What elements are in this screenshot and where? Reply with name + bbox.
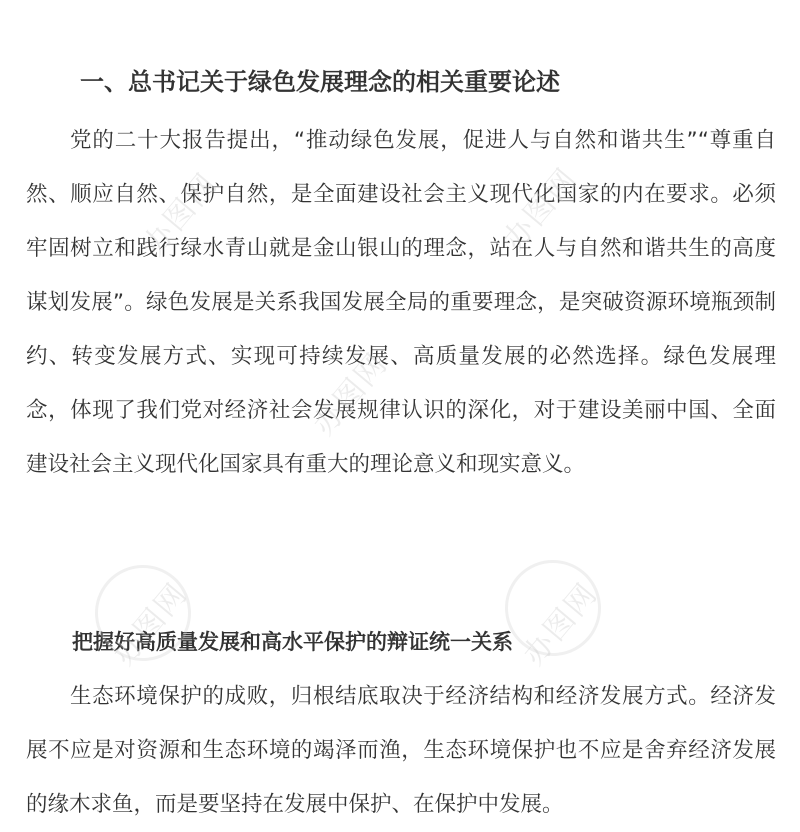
section-paragraph-2: 生态环境保护的成败，归根结底取决于经济结构和经济发展方式。经济发展不应是对资源和生态环境的竭泽而渔，生态环境保护也不应是舍弃经济发展的缘木求鱼，而是要坚持在发展中保护、在保护中发展。 xyxy=(26,684,776,817)
watermark: 办图网 xyxy=(106,576,195,673)
watermark: 办图网 xyxy=(136,166,225,263)
watermark: 办图网 xyxy=(516,576,605,673)
watermark: 办图网 xyxy=(496,161,585,258)
section-paragraph-1: 党的二十大报告提出，“推动绿色发展，促进人与自然和谐共生”“尊重自然、顺应自然、保护自然，是全面建设社会主义现代化国家的内在要求。必须牢固树立和践行绿水青山就是金山银山的理念，站在人与自然和谐共生的高度谋划发展”。绿色发展是关系我国发展全局的重要理念，是突破资源环境瓶颈制约、转变发展方式、实现可持续发展、高质量发展的必然选择。绿色发展理念，体现了我们党对经济社会发展规律认识的深化，对于建设美丽中国、全面建设社会主义现代化国家具有重大的理论意义和现实意义。 xyxy=(26,128,776,477)
watermark: 办图网 xyxy=(306,346,395,443)
section-heading-1: 一、总书记关于绿色发展理念的相关重要论述 xyxy=(80,68,560,96)
section-heading-2: 把握好高质量发展和高水平保护的辩证统一关系 xyxy=(72,630,513,654)
